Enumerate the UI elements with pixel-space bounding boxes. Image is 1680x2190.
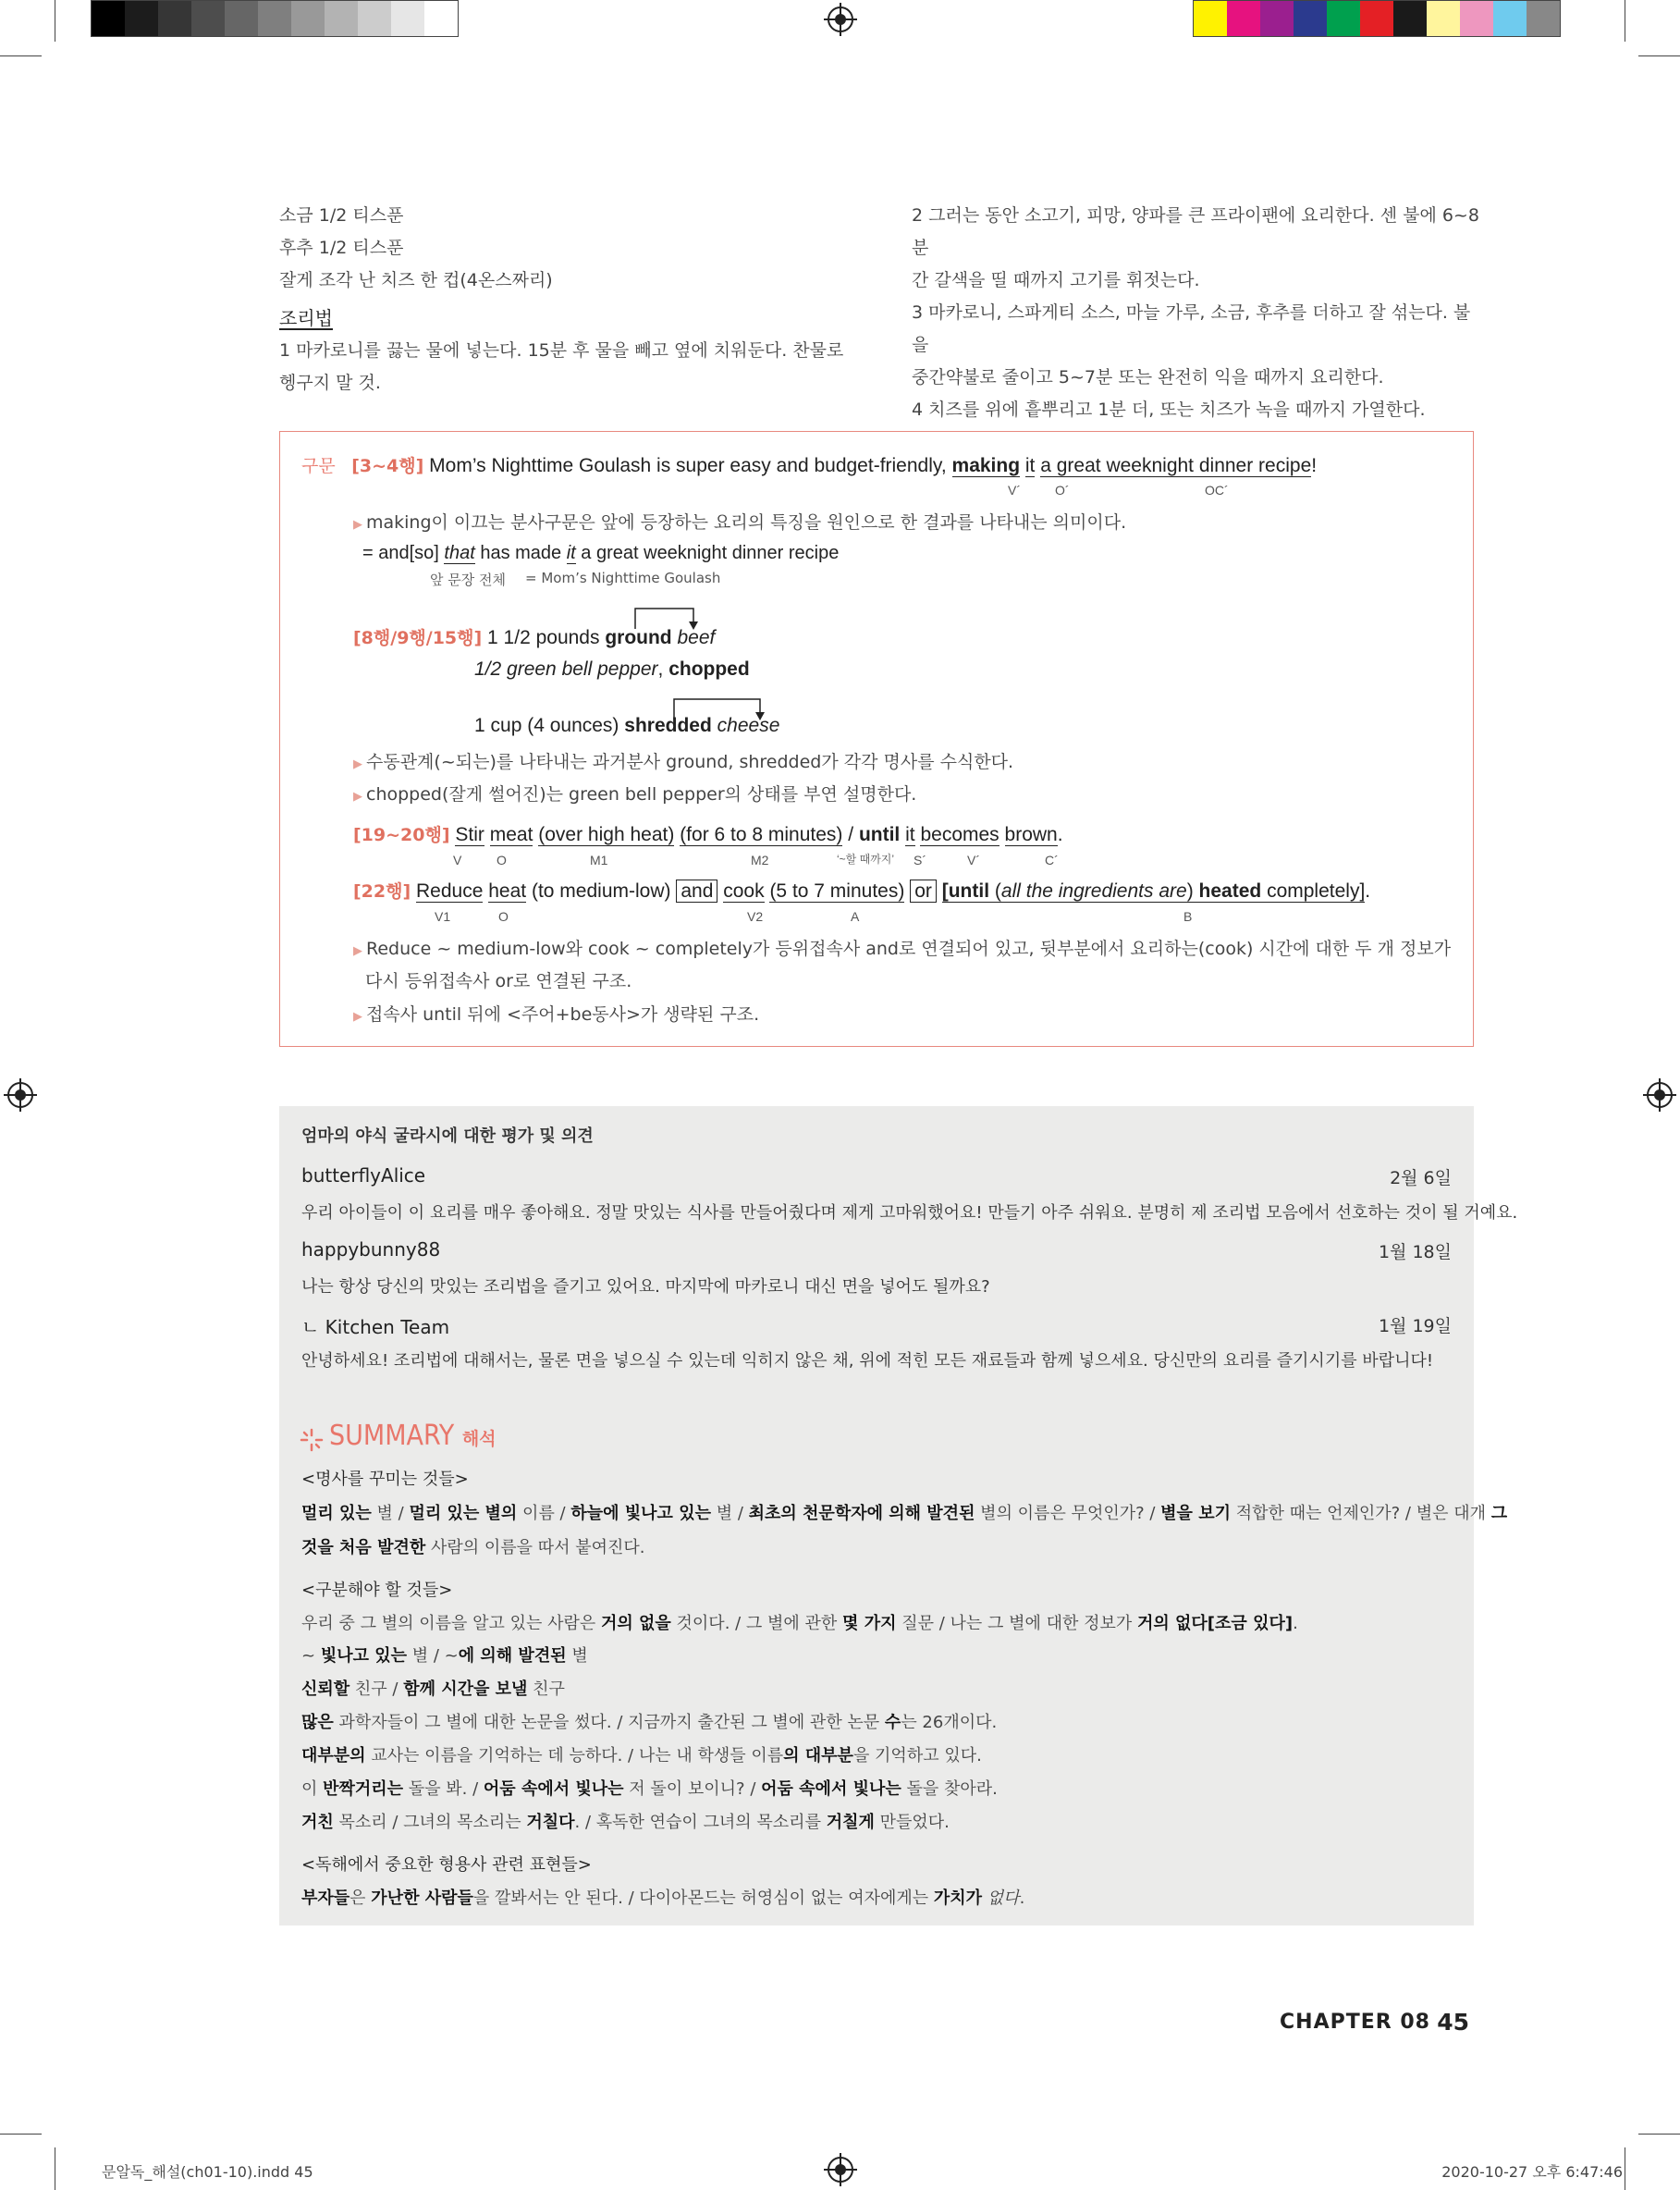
summary-title [329,1420,497,1452]
object-complement: a great weeknight dinner recipe [1040,455,1312,476]
grammar-sentence-4 [353,878,1370,903]
color-swatch [1393,1,1427,36]
grammar-sentence-2-line-3 [474,715,779,737]
summary-line: 많은 과학자들이 그 별에 대한 논문을 썼다. / 지금까지 출간된 그 별에 관한 논문 수는 26개이다. [301,1713,998,1732]
color-swatch [1460,1,1493,36]
color-swatch [225,1,258,36]
line-ref-tag: [8행/9행/15행] [353,628,483,648]
grammar-paraphrase [362,543,839,564]
note-text: chopped(잘게 썰어진)는 green bell pepper의 상태를 부연 설명한다. [366,784,917,805]
color-swatch [424,1,458,36]
note-text: making이 이끄는 분사구문은 앞에 등장하는 요리의 특징을 원인으로 한 결과를 나타내는 의미이다. [366,512,1127,533]
participle-ground: ground [605,627,672,648]
color-swatch [1360,1,1393,36]
color-swatch [358,1,391,36]
summary-line: 대부분의 교사는 이름을 기억하는 데 능하다. / 나는 내 학생들 이름의 대부분을 기억하고 있다. [301,1746,982,1766]
role-label: V2 [747,909,764,924]
page-number: 45 [1437,2009,1469,2036]
note-text: 접속사 until 뒤에 <주어+be동사>가 생략된 구조. [366,1004,760,1025]
color-swatch [258,1,291,36]
noun-beef: beef [677,627,716,648]
verb-becomes: becomes [920,824,999,845]
color-swatch [291,1,325,36]
line-ref-tag: [19~20행] [353,825,450,845]
grammar-sentence-2-line-2 [474,658,750,681]
step-line: 간 갈색을 띨 때까지 고기를 휘젓는다. [912,270,1200,290]
grammar-note: ▶ Reduce ~ medium-low와 cook ~ completely가 등위접속사 and로 연결되어 있고, 뒷부분에서 요리하는(cook) 시간에 대한 두 개 정보가 [353,939,1452,959]
conj-until: until [858,824,901,845]
summary-line: 것을 처음 발견한 사람의 이름을 따서 붙여진다. [301,1538,645,1557]
para-sub-label: = Mom’s Nighttime Goulash [525,570,721,586]
crop-mark [0,2134,42,2135]
role-label: M1 [590,853,608,867]
role-label: B [1183,909,1193,924]
sentence-end: . [1057,824,1063,845]
summary-line: 신뢰할 친구 / 함께 시간을 보낼 친구 [301,1679,565,1699]
registration-mark-top [828,6,853,32]
ingredient-line: 소금 1/2 티스푼 [279,205,404,226]
grammar-note: ▶ 접속사 until 뒤에 <주어+be동사>가 생략된 구조. [353,1004,760,1025]
role-label: S´ [914,853,926,867]
role-label: OC´ [1205,483,1229,498]
chapter-label: CHAPTER 08 [1280,2011,1430,2034]
omitted-words: all the ingredients are [1000,880,1187,902]
para-sub-label: 앞 문장 전체 [430,572,506,588]
step-line: 3 마카로니, 스파게티 소스, 마늘 가루, 소금, 후추를 더하고 잘 섞는다. 불을 [912,302,1471,355]
noun-phrase: 1/2 green bell pepper [474,658,658,680]
role-label: V1 [435,909,451,924]
summary-line: 거친 목소리 / 그녀의 목소리는 거칠다. / 혹독한 연습이 그녀의 목소리를 거칠게 만들었다. [301,1813,950,1832]
participle-heated: heated [1198,880,1262,902]
role-label: O [498,909,509,924]
slash: / [848,824,854,845]
summary-line: 우리 중 그 별의 이름을 알고 있는 사람은 거의 없을 것이다. / 그 별에 관한 몇 가지 질문 / 나는 그 별에 대한 정보가 거의 없다[조금 있다]. [301,1614,1298,1633]
role-label: M2 [751,853,769,867]
sentence-end: . [1365,880,1371,902]
subject-it: it [905,824,915,845]
color-swatch [1227,1,1260,36]
grammar-sentence-2-line-1 [353,624,715,649]
summary-line: ~ 빛나고 있는 별 / ~에 의해 발견된 별 [301,1646,588,1666]
modifier: (to medium-low) [531,880,671,902]
para-that: that [444,543,475,563]
color-swatch [1427,1,1460,36]
role-label: C´ [1045,853,1059,867]
participle-shredded: shredded [624,715,712,736]
grammar-note: ▶ making이 이끄는 분사구문은 앞에 등장하는 요리의 특징을 원인으로 한 결과를 나타내는 의미이다. [353,512,1127,533]
color-swatch [1294,1,1327,36]
role-label: O [497,853,507,867]
step-line: 중간약불로 줄이고 5~7분 또는 완전히 익을 때까지 요리한다. [912,367,1384,388]
step-line: 2 그러는 동안 소고기, 피망, 양파를 큰 프라이팬에 요리한다. 센 불에 6~8분 [912,205,1479,258]
grammar-label: 구문 [301,456,336,476]
part-b: completely] [1267,880,1366,902]
summary-title-text: SUMMARY [329,1420,455,1452]
comment-date: 1월 19일 [1378,1316,1452,1336]
crop-mark [1638,55,1680,56]
registration-mark-right [1647,1082,1673,1108]
color-swatch [1493,1,1527,36]
summary-subtitle: 해석 [461,1429,497,1449]
summary-heading: <독해에서 중요한 형용사 관련 표현들> [301,1855,592,1875]
color-swatch [1260,1,1294,36]
crop-mark [1638,2134,1680,2135]
grammar-note: ▶ chopped(잘게 썰어진)는 green bell pepper의 상태를 부연 설명한다. [353,784,917,805]
note-text: Reduce ~ medium-low와 cook ~ completely가 등위접속사 and로 연결되어 있고, 뒷부분에서 요리하는(cook) 시간에 대한 두 개 정보가 [366,939,1452,959]
sparkle-icon [300,1428,324,1452]
crop-mark [0,55,42,56]
verb-cook: cook [723,880,765,902]
color-swatch [1327,1,1360,36]
summary-heading: <명사를 꾸미는 것들> [301,1470,469,1489]
verb-making: making [951,455,1021,476]
grammar-note: ▶ 수동관계(~되는)를 나타내는 과거분사 ground, shredded가 각각 명사를 수식한다. [353,752,1014,772]
line-ref-tag: [22행] [353,881,411,902]
paren: ( [994,880,1001,902]
para-text: a great weeknight dinner recipe [581,543,840,563]
ingredient-line: 후추 1/2 티스푼 [279,238,404,258]
color-swatch [191,1,225,36]
comment-date: 1월 18일 [1378,1242,1452,1262]
grammar-note [365,967,632,992]
verb-stir: Stir [455,824,484,845]
sentence-end: ! [1311,455,1318,476]
grammar-sentence-1 [301,452,1317,477]
summary-line: 부자들은 가난한 사람들을 깔봐서는 안 된다. / 다이아몬드는 허영심이 없는 여자에게는 가치가 없다. [301,1889,1025,1908]
color-swatch [391,1,424,36]
part-a: (5 to 7 minutes) [769,880,905,902]
color-swatch [325,1,358,36]
conj-and: and [676,880,717,903]
registration-mark-left [7,1082,33,1108]
object-meat: meat [489,824,533,845]
recipe-heading: 조리법 [279,307,333,329]
summary-line: 이 반짝거리는 돌을 봐. / 어둠 속에서 빛나는 저 돌이 보이니? / 어둠 속에서 빛나는 돌을 찾아라. [301,1779,998,1799]
file-name: 문알독_해설(ch01-10).indd 45 [102,2163,313,2181]
summary-heading: <구분해야 할 것들> [301,1581,453,1600]
grayscale-calibration-bar [91,0,459,37]
comment-text: 안녕하세요! 조리법에 대해서는, 물론 면을 넣으실 수 있는데 익히지 않은 채, 위에 적힌 모든 재료들과 함께 넣으세요. 당신만의 요리를 즐기시기를 바랍니다! [301,1351,1434,1371]
step-line: 4 치즈를 위에 흩뿌리고 1분 더, 또는 치즈가 녹을 때까지 가열한다. [912,400,1426,420]
sentence-text: 1 cup (4 ounces) [474,715,619,736]
role-label: V [453,853,462,867]
note-text: 다시 등위접속사 or로 연결된 구조. [365,971,632,991]
bracket: [ [941,880,949,902]
para-text: = and[so] [362,543,439,563]
complement-brown: brown [1004,824,1058,845]
summary-line: 멀리 있는 별 / 멀리 있는 별의 이름 / 하늘에 빛나고 있는 별 / 최초의 천문학자에 의해 발견된 별의 이름은 무엇인가? / 별을 보기 적합한 때는 언제인가? / 별은 대개 그 [301,1504,1508,1523]
ingredient-line: 잘게 조각 난 치즈 한 컵(4온스짜리) [279,270,553,290]
sentence-text: 1 1/2 pounds [487,627,600,648]
color-swatch [1527,1,1560,36]
role-label: ‘~할 때까지’ [837,853,895,866]
comment-author: happybunny88 [301,1238,441,1261]
role-label: V´ [1008,483,1021,498]
noun-cheese: cheese [717,715,780,736]
paren: ) [1186,880,1194,902]
comment-author: ㄴ Kitchen Team [301,1316,450,1338]
recipe-left-column [279,200,852,400]
object-it: it [1024,455,1036,476]
registration-mark-bottom [828,2157,853,2183]
comment-text: 나는 항상 당신의 맛있는 조리법을 즐기고 있어요. 마지막에 마카로니 대신 면을 넣어도 될까요? [301,1277,990,1297]
recipe-right-column [912,200,1485,426]
note-text: 수동관계(~되는)를 나타내는 과거분사 ground, shredded가 각각 명사를 수식한다. [366,752,1014,772]
para-text: has made [480,543,562,563]
role-label: A [851,909,860,924]
color-swatch [1194,1,1227,36]
comment-date: 2월 6일 [1390,1168,1452,1188]
comments-title: 엄마의 야식 굴라시에 대한 평가 및 의견 [301,1126,594,1146]
timestamp: 2020-10-27 오후 6:47:46 [1441,2163,1623,2181]
color-calibration-bar [1193,0,1561,37]
modifier-2: (for 6 to 8 minutes) [680,824,843,845]
participle-chopped: chopped [668,658,750,680]
verb-reduce: Reduce [416,880,484,902]
comment-text: 우리 아이들이 이 요리를 매우 좋아해요. 정말 맛있는 식사를 만들어줬다며 제게 고마워했어요! 만들기 아주 쉬워요. 분명히 제 조리법 모음에서 선호하는 것이 될 거예요. [301,1203,1518,1223]
line-ref-tag: [3~4행] [351,456,424,476]
color-swatch [125,1,158,36]
step-line: 1 마카로니를 끓는 물에 넣는다. 15분 후 물을 빼고 옆에 치워둔다. 찬물로 [279,340,844,361]
para-it: it [566,543,576,563]
sentence-text: Mom’s Nighttime Goulash is super easy and budget-friendly, [429,455,947,476]
conj-until: until [948,880,990,902]
color-swatch [158,1,191,36]
conj-or: or [910,880,937,903]
modifier-1: (over high heat) [538,824,675,845]
comma: , [657,658,664,680]
role-label: O´ [1055,483,1070,498]
object-heat: heat [488,880,527,902]
grammar-sentence-3 [353,821,1063,846]
comment-author: butterflyAlice [301,1164,426,1187]
color-swatch [92,1,125,36]
role-label: V´ [967,853,980,867]
step-line: 헹구지 말 것. [279,373,381,393]
